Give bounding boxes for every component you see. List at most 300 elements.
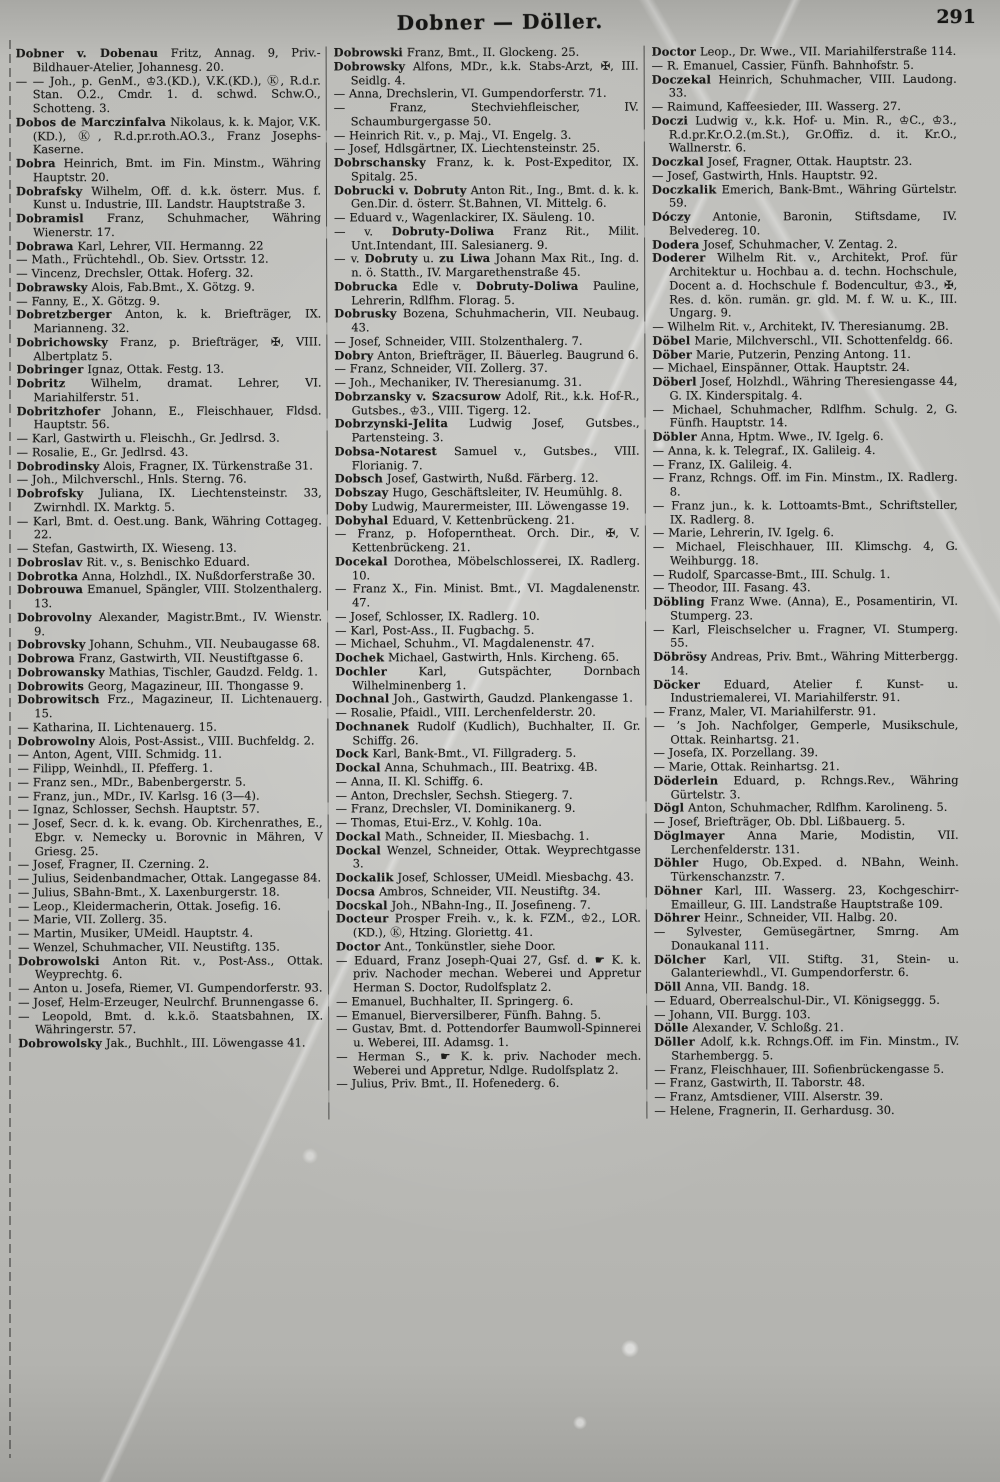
entry-text: — Josefa, IX. Porzellang. 39.: [653, 745, 819, 760]
entry-text: Heinr., Schneider, VII. Halbg. 20.: [700, 910, 898, 925]
entry-text: — Emanuel, Bierversilberer, Fünfh. Bahng. 5.: [336, 1007, 602, 1022]
entry-text: Eduard, V. Kettenbrückeng. 21.: [388, 512, 575, 527]
entry-surname: Döbler: [652, 429, 697, 444]
directory-entry: [17, 404, 322, 432]
entry-text: Anna, VII. Bandg. 18.: [680, 979, 810, 994]
entry-text: Emanuel, Spängler, VIII. Stolzenthalerg. 13.: [34, 581, 323, 611]
entry-surname: Dobrowolny: [17, 733, 96, 748]
entry-text: Franz, Gastwirth, VII. Neustiftgasse 6.: [74, 650, 304, 666]
entry-text: — Emanuel, Buchhalter, II. Springerg. 6.: [336, 993, 574, 1009]
entry-surname: Dobrovsky: [17, 637, 86, 652]
column-3: [645, 43, 965, 1118]
entry-text: — Franz X., Fin. Minist. Bmt., VI. Magdalenenstr. 47.: [335, 580, 641, 610]
entry-text: Antonie, Baronin, Stiftsdame, IV. Belvedereg. 10.: [669, 208, 958, 238]
directory-entry: [18, 1036, 323, 1051]
entry-text: — Franz, Schneider, VII. Zollerg. 37.: [334, 361, 548, 376]
entry-text: Jak., Buchhlt., III. Löwengasse 41.: [102, 1035, 306, 1051]
entry-surname: Dobrusky: [334, 306, 397, 321]
entry-text: — Michael, Schuhmacher, Rdlfhm. Schulg. 2, G. Fünfh. Hauptstr. 14.: [652, 401, 958, 430]
entry-surname: Doczkal: [651, 154, 704, 169]
entry-text: — Wenzel, Schuhmacher, VII. Neustiftg. 135.: [17, 939, 280, 955]
directory-entry: [336, 912, 641, 940]
directory-entry: [654, 925, 959, 953]
entry-text: Edle v.: [397, 278, 477, 294]
entry-text: Heinrich, Bmt. im Fin. Minstm., Währing Hauptstr. 20.: [32, 155, 321, 184]
entry-text: Alois, Fab.Bmt., X. Götzg. 9.: [87, 279, 255, 294]
entry-text: Anton Rit. v., Post-Ass., Ottak. Weyprechtg. 6.: [35, 952, 324, 982]
entry-surname: Doderer: [652, 250, 706, 265]
directory-entry: [336, 953, 641, 995]
entry-text: Anton, Briefträger, II. Bäuerleg. Baugrund 6.: [373, 347, 639, 362]
directory-entry: [334, 389, 639, 417]
entry-text: — Eduard v., Wagenlackirer, IX. Säuleng. 10.: [334, 209, 595, 225]
directory-entry: [16, 308, 321, 336]
directory-entry: [335, 417, 640, 445]
entry-text: Eduard, Atelier f. Kunst- u. Industriemalerei, VI. Mariahilferstr. 91.: [670, 676, 959, 705]
entry-surname: Dobrouwa: [17, 582, 84, 597]
entry-text: — Josef, Fragner, II. Czerning. 2.: [17, 857, 210, 872]
entry-text: — Raimund, Kaffeesieder, III. Wasserg. 27.: [651, 98, 901, 114]
entry-surname: Dobrowolsky: [18, 1036, 103, 1051]
entry-surname: Döberl: [652, 374, 697, 389]
directory-entry: [16, 156, 321, 184]
entry-text: — Josef, Briefträger, Ob. Dbl. Lißbauerg. 5.: [653, 813, 906, 829]
entry-text: Ambros, Schneider, VII. Neustiftg. 34.: [375, 883, 601, 899]
entry-text: Josef, Schlosser, UMeidl. Miesbachg. 43.: [393, 869, 634, 885]
entry-text: Alexander, Magistr.Bmt., IV. Wienstr. 9.: [34, 609, 323, 638]
entry-text: Wenzel, Schneider, Ottak. Weyprechtgasse 3.: [352, 842, 641, 871]
directory-entry: [336, 1077, 641, 1092]
directory-entry: [335, 719, 640, 747]
entry-text: Alois, Fragner, IX. Türkenstraße 31.: [99, 457, 313, 473]
entry-text: Hugo, Ob.Exped. d. NBahn, Weinh. Türkenschanzstr. 7.: [670, 855, 959, 884]
entry-surname: Dockalik: [335, 870, 394, 885]
directory-entry: [18, 1009, 323, 1037]
entry-text: Wilhelm, dramat. Lehrer, VI. Mariahilferstr. 51.: [33, 375, 322, 404]
directory-entry: [335, 582, 640, 610]
entry-text: Math., Schneider, II. Miesbachg. 1.: [380, 828, 590, 844]
entry-surname: Dobrowski: [333, 45, 403, 60]
entry-text: — Karl, Bmt. d. Oest.ung. Bank, Währing Cottageg. 22.: [16, 512, 322, 542]
entry-surname: Dodera: [652, 236, 700, 252]
entry-text: Samuel v., Gutsbes., VIII. Florianig. 7.: [351, 443, 640, 472]
directory-entry: [652, 114, 957, 156]
entry-text: — Anna, II. Kl. Schiffg. 6.: [335, 773, 484, 789]
entry-surname: Dobrzynski-Jelita: [334, 416, 449, 431]
directory-entry: [654, 884, 959, 912]
entry-text: — Thomas, Etui-Erz., V. Kohlg. 10a.: [335, 814, 542, 830]
entry-surname: Dobrofsky: [16, 486, 84, 501]
entry-text: Pauline, Lehrerin, Rdlfhm. Florag. 5.: [351, 278, 640, 307]
entry-text: Josef, Schuhmacher, V. Zentag. 2.: [699, 236, 898, 251]
directory-entry: [16, 46, 321, 74]
entry-text: — Franz, Gastwirth, II. Taborstr. 48.: [654, 1075, 866, 1090]
entry-text: Wilhelm, Off. d. k.k. österr. Mus. f. Kunst u. Industrie, III. Landstr. Hauptstraße 3.: [32, 182, 321, 212]
entry-surname: Dockal: [335, 829, 381, 844]
directory-entry: [653, 444, 958, 459]
entry-text: — v.: [334, 251, 365, 266]
directory-entry: [654, 774, 959, 802]
directory-entry: [336, 1022, 641, 1050]
entry-surname: Dobra: [15, 156, 56, 171]
entry-surname: Dobrowolski: [17, 953, 100, 968]
entry-text: Juliana, IX. Liechtensteinstr. 33, Zwirnhdl. IX. Marktg. 5.: [33, 485, 322, 514]
entry-text: Franz Rit., Milit. Unt.Intendant, III. Salesianerg. 9.: [351, 223, 640, 252]
directory-entry: [16, 184, 321, 212]
entry-surname: Dobrowa: [17, 651, 75, 666]
entry-text: — Fanny, E., X. Götzg. 9.: [16, 293, 161, 308]
entry-text: — Helene, Fragnerin, II. Gerhardusg. 30.: [654, 1102, 895, 1118]
entry-text: — Franz, IX. Galileig. 4.: [652, 456, 793, 472]
directory-entry: [654, 1104, 959, 1119]
column-1: [9, 44, 329, 1119]
entry-text: — Karl, Fleischselcher u. Fragner, VI. Stumperg. 55.: [653, 621, 959, 650]
entry-text: — Herman S., ☛ K. k. priv. Nachoder mech. Weberei und Appretur, Ndlge. Rudolfsplatz 2.: [336, 1048, 642, 1077]
entry-text: — Rudolf, Sparcasse-Bmt., III. Schulg. 1.: [652, 566, 891, 582]
entry-surname: Dobringer: [16, 362, 84, 377]
entry-text: — Karl, Gastwirth u. Fleischh., Gr. Jedlrsd. 3.: [16, 430, 280, 446]
entry-text: — Josef, Hdlsgärtner, IX. Liechtensteinstr. 25.: [333, 140, 601, 156]
entry-surname: Dobrotka: [16, 568, 79, 583]
entry-text: — Julius, SBahn-Bmt., X. Laxenburgerstr. 18.: [17, 884, 280, 900]
entry-text: — Katharina, II. Lichtenauerg. 15.: [17, 719, 217, 735]
entry-text: Ignaz, Ottak. Festg. 13.: [83, 361, 225, 377]
directory-entry: [335, 664, 640, 692]
entry-text: Ant., Tonkünstler, siehe Door.: [380, 938, 556, 954]
entry-surname: Dobruty: [364, 251, 418, 266]
entry-text: — Theodor, III. Fasang. 43.: [652, 580, 811, 595]
entry-surname: Dobrawsky: [16, 279, 88, 295]
entry-text: — Michael, Schuhm., VI. Magdalenenstr. 47.: [335, 636, 595, 651]
directory-entry: [653, 595, 958, 623]
directory-entry: [335, 554, 640, 582]
directory-entry: [334, 59, 639, 87]
entry-text: Alois, Post-Assist., VIII. Buchfeldg. 2.: [95, 732, 315, 748]
entry-text: Rudolf (Kudlich), Buchhalter, II. Gr. Schiffg. 26.: [352, 718, 641, 747]
entry-text: Josef, Fragner, Ottak. Hauptstr. 23.: [703, 153, 913, 169]
entry-surname: Dobrovolny: [17, 609, 92, 625]
directory-entry: [653, 540, 958, 568]
entry-text: Prosper Freih. v., k. k. FZM., ♔2., LOR. (KD.), Ⓚ, Htzing. Gloriettg. 41.: [352, 910, 641, 940]
entry-text: — R. Emanuel, Cassier, Fünfh. Bahnhofstr. 5.: [651, 57, 914, 73]
directory-entry: [18, 954, 323, 982]
entry-text: Anton Rit., Ing., Bmt. d. k. k. Gen.Dir. d. österr. St.Bahnen, VI. Mittelg. 6.: [350, 182, 640, 211]
running-header: [10, 6, 990, 40]
directory-entry: [652, 72, 957, 100]
entry-surname: Docskal: [335, 897, 388, 912]
entry-text: — Franz, p. Hofoperntheat. Orch. Dir., ✠, V. Kettenbrückeng. 21.: [334, 525, 640, 555]
entry-text: — Sylvester, Gemüsegärtner, Smrng. Am Donaukanal 111.: [653, 923, 959, 953]
entry-text: Hugo, Geschäftsleiter, IV. Heumühlg. 8.: [388, 484, 623, 500]
entry-surname: Dobrichowsky: [16, 334, 109, 350]
directory-entry: [654, 1035, 959, 1063]
entry-text: — Filipp, Weinhdl., II. Pfefferg. 1.: [17, 760, 213, 776]
entry-text: — Rosalie, E., Gr. Jedlrsd. 43.: [16, 444, 189, 460]
entry-surname: Dobruty-Doliwa: [391, 223, 495, 239]
entry-surname: Dobry: [334, 347, 374, 362]
entry-surname: Döller: [654, 1034, 695, 1049]
page-title: Dobner — Döller.: [396, 9, 604, 35]
entry-text: Leop., Dr. Wwe., VII. Mariahilferstraße 114.: [696, 43, 957, 59]
entry-text: — Gustav, Bmt. d. Pottendorfer Baumwoll-Spinnerei u. Weberei, III. Adamsg. 1.: [336, 1020, 642, 1050]
entry-surname: Dobos de Marczinfalva: [15, 114, 167, 130]
entry-text: Karl, Bank-Bmt., VI. Fillgraderg. 5.: [368, 746, 577, 761]
entry-text: — Josef, Gastwirth, Hnls. Hauptstr. 92.: [651, 167, 878, 183]
entry-text: — Marie, Lehrerin, IV. Igelg. 6.: [652, 525, 834, 540]
entry-text: Marie, Putzerin, Penzing Antong. 11.: [692, 346, 911, 361]
entry-surname: Dockal: [335, 842, 381, 857]
entry-text: Anna, Schuhmach., III. Beatrixg. 4B.: [380, 759, 598, 775]
entry-text: Eduard, p. Rchngs.Rev., Währing Gürtelstr. 3.: [670, 772, 959, 802]
entry-text: — Josef, Schneider, VIII. Stolzenthalerg. 7.: [334, 333, 583, 349]
column-2: [327, 44, 647, 1119]
entry-text: Karl, Gutspächter, Dornbach Wilhelminenberg 1.: [352, 663, 641, 692]
directory-entry: [334, 224, 639, 252]
entry-surname: Döglmayer: [653, 828, 725, 843]
directory-entry: [16, 280, 321, 295]
entry-text: Johann, E., Fleischhauer, Fldsd. Hauptstr. 56.: [33, 402, 322, 432]
entry-text: — Marie, Ottak. Reinhartsg. 21.: [653, 759, 840, 774]
entry-text: Franz, Bmt., II. Glockeng. 25.: [402, 44, 580, 60]
directory-entry: [336, 843, 641, 871]
entry-text: — Vincenz, Drechsler, Ottak. Hoferg. 32.: [16, 265, 254, 281]
entry-surname: Docekal: [334, 554, 388, 569]
entry-text: Fritz, Annag. 9, Priv.-Bildhauer-Atelier, Johannesg. 20.: [32, 45, 321, 74]
entry-text: — Anna, k. k. Telegraf., IX. Galileig. 4.: [652, 442, 876, 458]
entry-surname: Döhler: [653, 855, 699, 870]
entry-text: Marie, Milchverschl., VII. Schottenfeldg. 66.: [690, 332, 954, 348]
entry-text: — Eduard, Oberrealschul-Dir., VI. Königseggg. 5.: [654, 992, 940, 1008]
entry-text: — Franz, Amtsdiener, VIII. Alserstr. 39.: [654, 1088, 884, 1104]
entry-text: Adolf, Rit., k.k. Hof-R., Gutsbes., ♔3., VIII. Tigerg. 12.: [351, 388, 640, 417]
directory-entry: [654, 952, 959, 980]
entry-surname: Doczkalik: [651, 181, 717, 197]
entry-text: Anton, k. k. Briefträger, IX. Marianneng. 32.: [33, 306, 322, 336]
directory-entry: [652, 375, 957, 403]
entry-surname: Docteur: [335, 911, 389, 926]
entry-surname: Dobruty-Doliwa: [475, 278, 579, 293]
entry-surname: Dochnal: [335, 691, 390, 706]
entry-text: Anna Marie, Modistin, VII. Lerchenfelderstr. 131.: [670, 827, 959, 857]
entry-text: Anna, Hptm. Wwe., IV. Igelg. 6.: [696, 428, 884, 444]
entry-surname: Dobritzhofer: [16, 403, 101, 418]
entry-text: — Josef, Schlosser, IX. Radlerg. 10.: [335, 608, 540, 624]
entry-text: Karl, VII. Stiftg. 31, Stein- u. Galanteriewhdl., VI. Gumpendorferstr. 6.: [671, 951, 960, 980]
directory-entry: [334, 101, 639, 129]
entry-surname: Dobsch: [334, 471, 384, 486]
entry-surname: Dochek: [335, 650, 385, 665]
entry-surname: Doby: [334, 499, 368, 514]
entry-surname: Döbling: [653, 594, 705, 609]
entry-text: Johann Max Rit., Ing. d. n. ö. Statth., IV. Margarethenstraße 45.: [351, 250, 640, 280]
entry-surname: Dobyhal: [334, 512, 389, 527]
entry-text: — Anna, Drechslerin, VI. Gumpendorferstr. 71.: [333, 85, 607, 101]
entry-text: Georg, Magazineur, III. Thongasse 9.: [83, 678, 304, 693]
directory-entry: [652, 182, 957, 210]
entry-text: — Josef, Helm-Erzeuger, Neulrchf. Brunnengasse 6.: [18, 994, 319, 1010]
entry-text: Karl, Lehrer, VII. Hermanng. 22: [73, 238, 264, 253]
entry-text: — Johann, VII. Burgg. 103.: [654, 1006, 811, 1022]
entry-text: u.: [417, 251, 440, 266]
directory-entry: [334, 252, 639, 280]
entry-text: Alfons, MDr., k.k. Stabs-Arzt, ✠, III. Seidlg. 4.: [350, 58, 639, 87]
entry-text: — Franz, Stechviehfleischer, IV. Schaumburgergasse 50.: [333, 99, 639, 129]
entry-surname: Döhrer: [653, 910, 701, 925]
entry-text: Josef, Holzhdl., Währing Theresiengasse 44, G. IX. Kinderspitalg. 4.: [669, 373, 958, 403]
directory-entry: [16, 115, 321, 157]
entry-surname: Dóczy: [652, 209, 691, 224]
directory-entry: [653, 650, 958, 678]
entry-text: Ludwig, Maurermeister, III. Löwengasse 19.: [367, 498, 630, 514]
entry-surname: Döbel: [652, 333, 691, 348]
entry-text: — Joh., Milchverschl., Hnls. Sterng. 76.: [16, 471, 247, 487]
directory-entry: [18, 899, 323, 914]
entry-text: — Wilhelm Rit. v., Architekt, IV. Theresianumg. 2B.: [652, 318, 949, 334]
entry-surname: Doctor: [335, 939, 381, 954]
entry-surname: Dölcher: [653, 951, 706, 967]
directory-entry: [16, 211, 321, 239]
entry-text: Franz Wwe. (Anna), E., Posamentirin, VI. Stumperg. 23.: [670, 593, 959, 623]
directory-columns: [9, 43, 992, 1120]
directory-entry: [16, 376, 321, 404]
entry-surname: Dölle: [654, 1020, 689, 1035]
entry-text: — Josef, Secr. d. k. k. evang. Ob. Kirchenrathes, E., Ebgr. v. Nemecky u. Borovnic in Mähren, V Griesg. 25.: [17, 815, 323, 858]
entry-surname: Doczekal: [651, 71, 712, 87]
entry-text: Michael, Gastwirth, Hnls. Kircheng. 65.: [384, 649, 620, 665]
entry-text: Franz, p. Briefträger, ✠, VIII. Albertplatz 5.: [33, 334, 322, 363]
directory-entry: [17, 514, 322, 542]
entry-surname: Doctor: [651, 44, 697, 59]
entry-text: — Franz, Rchngs. Off. im Fin. Minstm., IX. Radlerg. 8.: [652, 470, 958, 499]
entry-surname: Dockal: [335, 760, 381, 775]
entry-surname: Dobrschansky: [333, 155, 426, 170]
entry-text: Ludwig Josef, Gutsbes., Partensteing. 3.: [351, 415, 640, 445]
directory-entry: [16, 74, 321, 116]
entry-text: Rit. v., s. Benischko Eduard.: [82, 554, 250, 569]
directory-entry: [653, 402, 958, 430]
entry-text: — Heinrich Rit. v., p. Maj., VI. Engelg. 3.: [333, 127, 572, 142]
entry-text: — Leop., Kleidermacherin, Ottak. Josefig. 16.: [17, 898, 282, 913]
entry-text: — Anton, Drechsler, Sechsh. Stiegerg. 7.: [335, 787, 573, 802]
entry-text: Franz, k. k. Post-Expeditor, IX. Spitalg. 25.: [350, 154, 639, 184]
entry-text: — Joh., Mechaniker, IV. Theresianumg. 31.: [334, 374, 582, 390]
entry-surname: Dobner v. Dobenau: [15, 45, 159, 61]
entry-text: — Franz, jun., MDr., IV. Karlsg. 16 (3—4).: [17, 788, 260, 803]
directory-entry: [18, 816, 323, 858]
directory-entry: [334, 156, 639, 184]
entry-surname: Dobretzberger: [16, 307, 112, 322]
entry-text: — Julius, Seidenbandmacher, Ottak. Langegasse 84.: [17, 870, 322, 886]
directory-entry: [17, 486, 322, 514]
entry-text: Frz., Magazineur, II. Lichtenauerg. 15.: [34, 691, 323, 721]
entry-text: — Franz, Drechsler, VI. Dominikanerg. 9.: [335, 801, 576, 816]
entry-surname: Dochler: [335, 664, 387, 679]
entry-surname: Dobrzansky v. Szacsurow: [334, 388, 501, 404]
entry-surname: Döderlein: [653, 773, 719, 788]
entry-text: — Michael, Einspänner, Ottak. Hauptstr. 24.: [652, 360, 910, 375]
entry-surname: Dobrowansky: [17, 664, 105, 680]
entry-surname: Dobsa-Notarest: [334, 443, 438, 459]
directory-entry: [653, 622, 958, 650]
entry-surname: Dobrowits: [17, 678, 84, 693]
entry-text: — Leopold, Bmt. d. k.k.ö. Staatsbahnen, IX. Währingerstr. 57.: [18, 1007, 324, 1037]
directory-entry: [654, 856, 959, 884]
entry-surname: Dobramisl: [16, 211, 84, 226]
directory-entry: [334, 183, 639, 211]
entry-text: — Michael, Fleischhauer, III. Klimschg. 4, G. Weihburgg. 18.: [652, 538, 958, 568]
directory-entry: [652, 210, 957, 238]
entry-surname: Döll: [654, 979, 682, 994]
entry-text: Karl, III. Wasserg. 23, Kochgeschirr-Emailleur, G. III. Landstraße Hauptstraße 109.: [670, 882, 959, 912]
entry-surname: Dobrawa: [16, 238, 74, 253]
directory-entry: [335, 527, 640, 555]
page-number: 291: [936, 6, 976, 28]
entry-surname: zu Liwa: [439, 251, 491, 266]
entry-text: — Marie, VII. Zollerg. 35.: [17, 912, 168, 927]
directory-entry: [17, 693, 322, 721]
entry-text: Franz, Schuhmacher, Währing Wienerstr. 17.: [33, 210, 322, 239]
entry-surname: Döhner: [653, 883, 703, 898]
entry-text: — Math., Früchtehdl., Ob. Siev. Ortsstr. 12.: [16, 251, 269, 267]
directory-entry: [653, 719, 958, 747]
entry-surname: Döber: [652, 346, 693, 362]
entry-surname: Dögl: [653, 800, 685, 815]
entry-text: Josef, Gastwirth, Nußd. Färberg. 12.: [382, 470, 599, 486]
entry-surname: Dobrowitsch: [17, 692, 100, 707]
entry-surname: Döcker: [653, 676, 701, 692]
directory-entry: [334, 307, 639, 335]
entry-surname: Dobroslav: [16, 554, 83, 570]
directory-entry: [654, 829, 959, 857]
entry-text: — Franz, Maler, VI. Mariahilferstr. 91.: [653, 704, 877, 719]
directory-entry: [653, 499, 958, 527]
entry-text: — Karl, Post-Ass., II. Fugbachg. 5.: [335, 622, 535, 637]
directory-entry: [17, 610, 322, 638]
entry-text: — v.: [334, 224, 392, 239]
entry-surname: Dobritz: [16, 376, 66, 391]
entry-text: — Anton u. Josefa, Riemer, VI. Gumpendorferstr. 93.: [18, 980, 323, 996]
entry-surname: Dochnanek: [335, 718, 409, 734]
entry-surname: Döbrösy: [653, 649, 707, 664]
entry-text: — Ignaz, Schlosser, Sechsh. Hauptstr. 57.: [17, 801, 260, 817]
entry-text: — Eduard, Franz Joseph-Quai 27, Gsf. d. ☛ K. k. priv. Nachoder mechan. Weberei und Appretur Herman S. Doctor, Rudolfsplatz 2.: [335, 952, 642, 995]
entry-text: Andreas, Priv. Bmt., Währing Mitterbergg. 14.: [670, 648, 959, 678]
directory-entry: [335, 761, 640, 776]
entry-text: Johann, Schuhm., VII. Neubaugasse 68.: [85, 636, 321, 652]
entry-text: Emerich, Bank-Bmt., Währing Gürtelstr. 59.: [668, 181, 957, 210]
entry-text: Joh., NBahn-Ing., II. Josefineng. 7.: [387, 897, 591, 912]
entry-text: — Julius, Priv. Bmt., II. Hofenederg. 6.: [336, 1076, 560, 1091]
directory-entry: [16, 335, 321, 363]
entry-text: Nikolaus, k. k. Major, V.K. (KD.), Ⓚ, R.d.pr.roth.AO.3., Franz Josephs-Kaserne.: [32, 114, 321, 157]
entry-text: — Anton, Agent, VIII. Schmidg. 11.: [17, 746, 222, 762]
entry-surname: Doczi: [651, 113, 689, 128]
entry-surname: Dobrucki v. Dobruty: [333, 182, 467, 197]
entry-text: — Stefan, Gastwirth, IX. Wieseng. 13.: [16, 540, 237, 556]
entry-text: Wilhelm Rit. v., Architekt, Prof. für Architektur u. Hochbau a. d. techn. Hochschule, Docent a. d. Hochschule f. Bodencultur, ♔3., ✠, Res. d. kön. rumän. gr. gld. M. f. W. u. K., III. Ungarg. 9.: [669, 250, 958, 320]
entry-surname: Dobrafsky: [15, 183, 83, 198]
entry-text: Adolf, k.k. Rchngs.Off. im Fin. Minstm., IV. Starhembergg. 5.: [671, 1033, 960, 1063]
entry-text: — Franz sen., MDr., Babenbergerstr. 5.: [17, 774, 247, 790]
entry-text: — Franz, Fleischhauer, III. Sofienbrückengasse 5.: [654, 1061, 945, 1077]
entry-text: Bozena, Schuhmacherin, VII. Neubaug. 43.: [351, 305, 640, 335]
entry-text: Alexander, V. Schloßg. 21.: [688, 1020, 844, 1035]
directory-entry: [653, 677, 958, 705]
directory-entry: [335, 444, 640, 472]
entry-text: Anton, Schuhmacher, Rdlfhm. Karolineng. 5.: [684, 800, 948, 815]
entry-text: Heinrich, Schuhmacher, VIII. Laudong. 33.: [668, 71, 957, 100]
entry-text: Joh., Gastwirth, Gaudzd. Plankengasse 1.: [389, 690, 633, 706]
